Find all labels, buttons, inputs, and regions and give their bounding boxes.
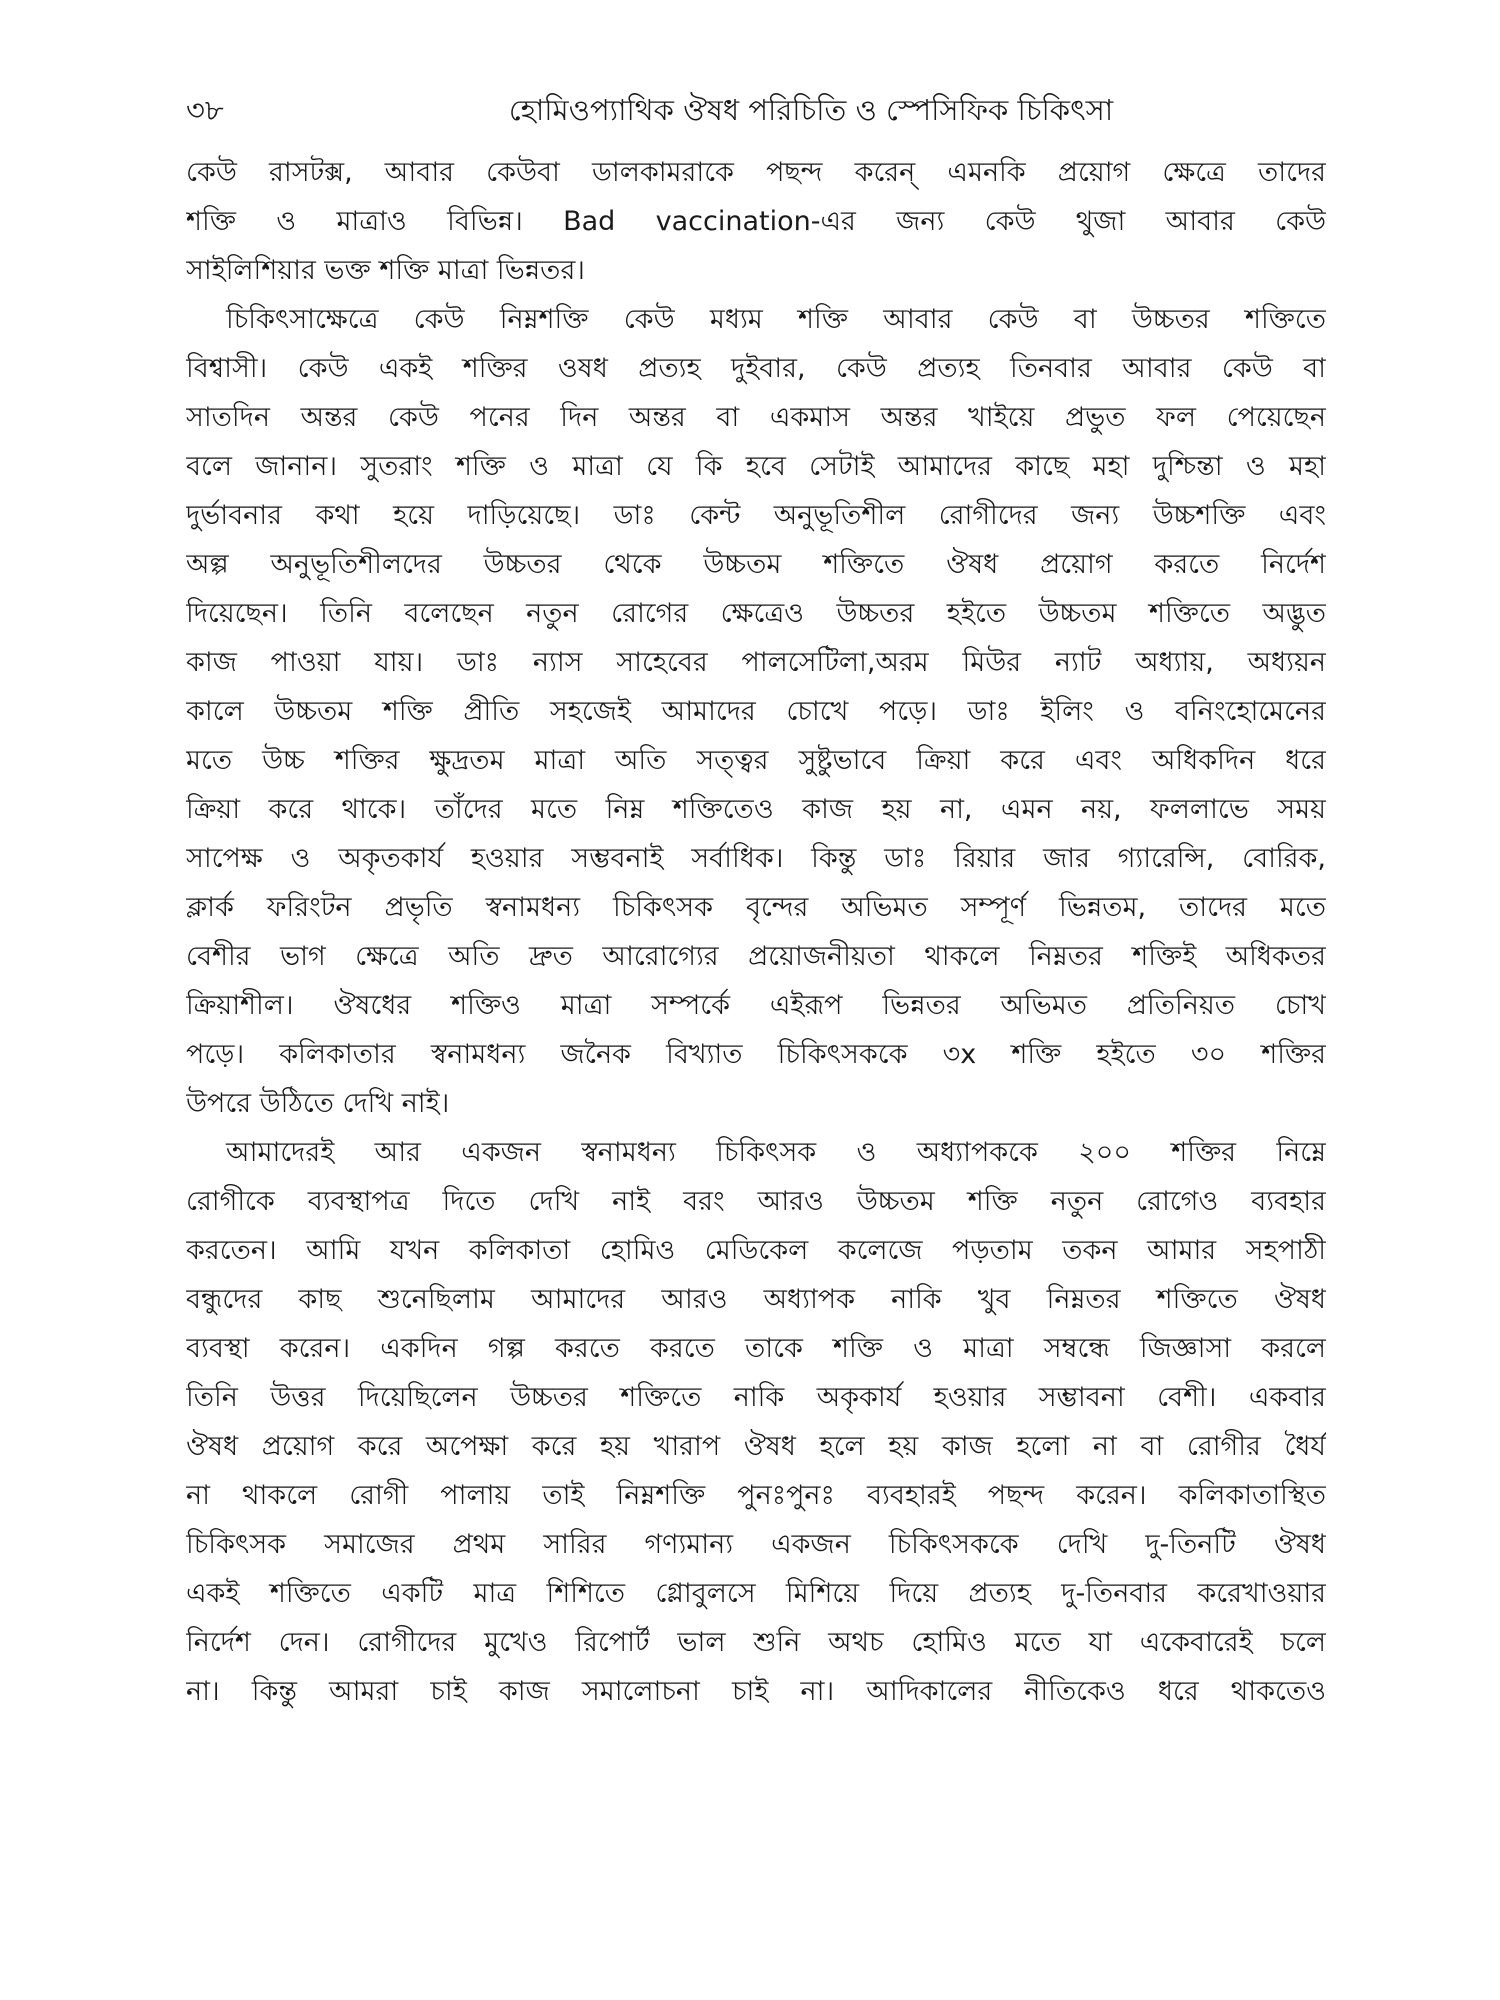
text-line: বেশীর ভাগ ক্ষেত্রে অতি দ্রুত আরোগ্যের প্রয়োজনীয়তা থাকলে নিম্নতর শক্তিই অধিকতর: [186, 941, 1326, 972]
text-line: অল্প অনুভূতিশীলদের উচ্চতর থেকে উচ্চতম শক্তিতে ঔষধ প্রয়োগ করতে নির্দেশ: [186, 549, 1326, 580]
text-line: দিয়েছেন। তিনি বলেছেন নতুন রোগের ক্ষেত্রেও উচ্চতর হইতে উচ্চতম শক্তিতে অদ্ভুত: [186, 598, 1326, 629]
text-line: চিকিৎসক সমাজের প্রথম সারির গণ্যমান্য একজন চিকিৎসককে দেখি দু-তিনটি ঔষধ: [186, 1529, 1326, 1560]
paragraph-2: [186, 295, 1326, 1128]
text-line: ক্লার্ক ফরিংটন প্রভৃতি স্বনামধন্য চিকিৎসক বৃন্দের অভিমত সম্পূর্ণ ভিন্নতম, তাদের মতে: [186, 892, 1326, 923]
text-line: না। কিন্তু আমরা চাই কাজ সমালোচনা চাই না। আদিকালের নীতিকেও ধরে থাকতেও: [186, 1676, 1326, 1707]
text-line: শক্তি ও মাত্রাও বিভিন্ন। Bad vaccination-এর জন্য কেউ থুজা আবার কেউ: [186, 206, 1326, 237]
text-line: বন্ধুদের কাছ শুনেছিলাম আমাদের আরও অধ্যাপক নাকি খুব নিম্নতর শক্তিতে ঔষধ: [186, 1284, 1326, 1315]
text-line: ঔষধ প্রয়োগ করে অপেক্ষা করে হয় খারাপ ঔষধ হলে হয় কাজ হলো না বা রোগীর ধৈর্য: [186, 1431, 1326, 1462]
text-line: তিনি উত্তর দিয়েছিলেন উচ্চতর শক্তিতে নাকি অকৃকার্য হওয়ার সম্ভাবনা বেশী। একবার: [186, 1382, 1326, 1413]
text-line: মতে উচ্চ শক্তির ক্ষুদ্রতম মাত্রা অতি সত্ত্বর সুষ্টুভাবে ক্রিয়া করে এবং অধিকদিন ধরে: [186, 745, 1326, 776]
text-line: একই শক্তিতে একটি মাত্র শিশিতে গ্লোবুলসে মিশিয়ে দিয়ে প্রত্যহ দু-তিনবার করেখাওয়ার: [186, 1578, 1326, 1609]
text-line: বলে জানান। সুতরাং শক্তি ও মাত্রা যে কি হবে সেটাই আমাদের কাছে মহা দুশ্চিন্তা ও মহা: [186, 451, 1326, 482]
body-text: [186, 148, 1326, 1716]
paragraph-3: [186, 1128, 1326, 1716]
text-line: কালে উচ্চতম শক্তি প্রীতি সহজেই আমাদের চোখে পড়ে। ডাঃ ইলিং ও বনিংহোমেনের: [186, 696, 1326, 727]
text-line: রোগীকে ব্যবস্থাপত্র দিতে দেখি নাই বরং আরও উচ্চতম শক্তি নতুন রোগেও ব্যবহার: [186, 1186, 1326, 1217]
text-line: ক্রিয়া করে থাকে। তাঁদের মতে নিম্ন শক্তিতেও কাজ হয় না, এমন নয়, ফললাভে সময়: [186, 794, 1326, 825]
text-line: উপরে উঠিতে দেখি নাই।: [186, 1088, 450, 1119]
book-title: হোমিওপ্যাথিক ঔষধ পরিচিতি ও স্পেসিফিক চিকিৎসা: [508, 92, 1114, 127]
text-line: না থাকলে রোগী পালায় তাই নিম্নশক্তি পুনঃপুনঃ ব্যবহারই পছন্দ করেন। কলিকাতাস্থিত: [186, 1480, 1326, 1511]
running-head: [186, 86, 1326, 138]
text-line: নির্দেশ দেন। রোগীদের মুখেও রিপোর্ট ভাল শুনি অথচ হোমিও মতে যা একেবারেই চলে: [186, 1627, 1326, 1658]
text-line: সাতদিন অন্তর কেউ পনের দিন অন্তর বা একমাস অন্তর খাইয়ে প্রভুত ফল পেয়েছেন: [186, 402, 1326, 433]
text-line: সাইলিশিয়ার ভক্ত শক্তি মাত্রা ভিন্নতর।: [186, 255, 585, 286]
text-line: সাপেক্ষ ও অকৃতকার্য হওয়ার সম্ভবনাই সর্বাধিক। কিন্তু ডাঃ রিয়ার জার গ্যারেন্সি, বোরিক,: [186, 843, 1326, 874]
text-line: ক্রিয়াশীল। ঔষধের শক্তিও মাত্রা সম্পর্কে এইরূপ ভিন্নতর অভিমত প্রতিনিয়ত চোখ: [186, 990, 1326, 1021]
text-line: কেউ রাসটক্স, আবার কেউবা ডালকামরাকে পছন্দ করেন্ এমনকি প্রয়োগ ক্ষেত্রে তাদের: [186, 157, 1326, 188]
text-line: পড়ে। কলিকাতার স্বনামধন্য জনৈক বিখ্যাত চিকিৎসককে ৩x শক্তি হইতে ৩০ শক্তির: [186, 1039, 1326, 1070]
text-line: দুর্ভাবনার কথা হয়ে দাড়িয়েছে। ডাঃ কেন্ট অনুভূতিশীল রোগীদের জন্য উচ্চশক্তি এবং: [186, 500, 1326, 531]
text-line: আমাদেরই আর একজন স্বনামধন্য চিকিৎসক ও অধ্যাপককে ২০০ শক্তির নিম্নে: [226, 1137, 1326, 1168]
text-line: বিশ্বাসী। কেউ একই শক্তির ওষধ প্রত্যহ দুইবার, কেউ প্রত্যহ তিনবার আবার কেউ বা: [186, 353, 1326, 384]
text-line: ব্যবস্থা করেন। একদিন গল্প করতে করতে তাকে শক্তি ও মাত্রা সম্বন্ধে জিজ্ঞাসা করলে: [186, 1333, 1326, 1364]
text-line: করতেন। আমি যখন কলিকাতা হোমিও মেডিকেল কলেজে পড়তাম তকন আমার সহপাঠী: [186, 1235, 1326, 1266]
page-number: ৩৮: [186, 92, 224, 127]
text-line: চিকিৎসাক্ষেত্রে কেউ নিম্নশক্তি কেউ মধ্যম শক্তি আবার কেউ বা উচ্চতর শক্তিতে: [226, 304, 1326, 335]
paragraph-1: [186, 148, 1326, 295]
text-line: কাজ পাওয়া যায়। ডাঃ ন্যাস সাহেবের পালসেটিলা,অরম মিউর ন্যাট অধ্যায়, অধ্যয়ন: [186, 647, 1326, 678]
